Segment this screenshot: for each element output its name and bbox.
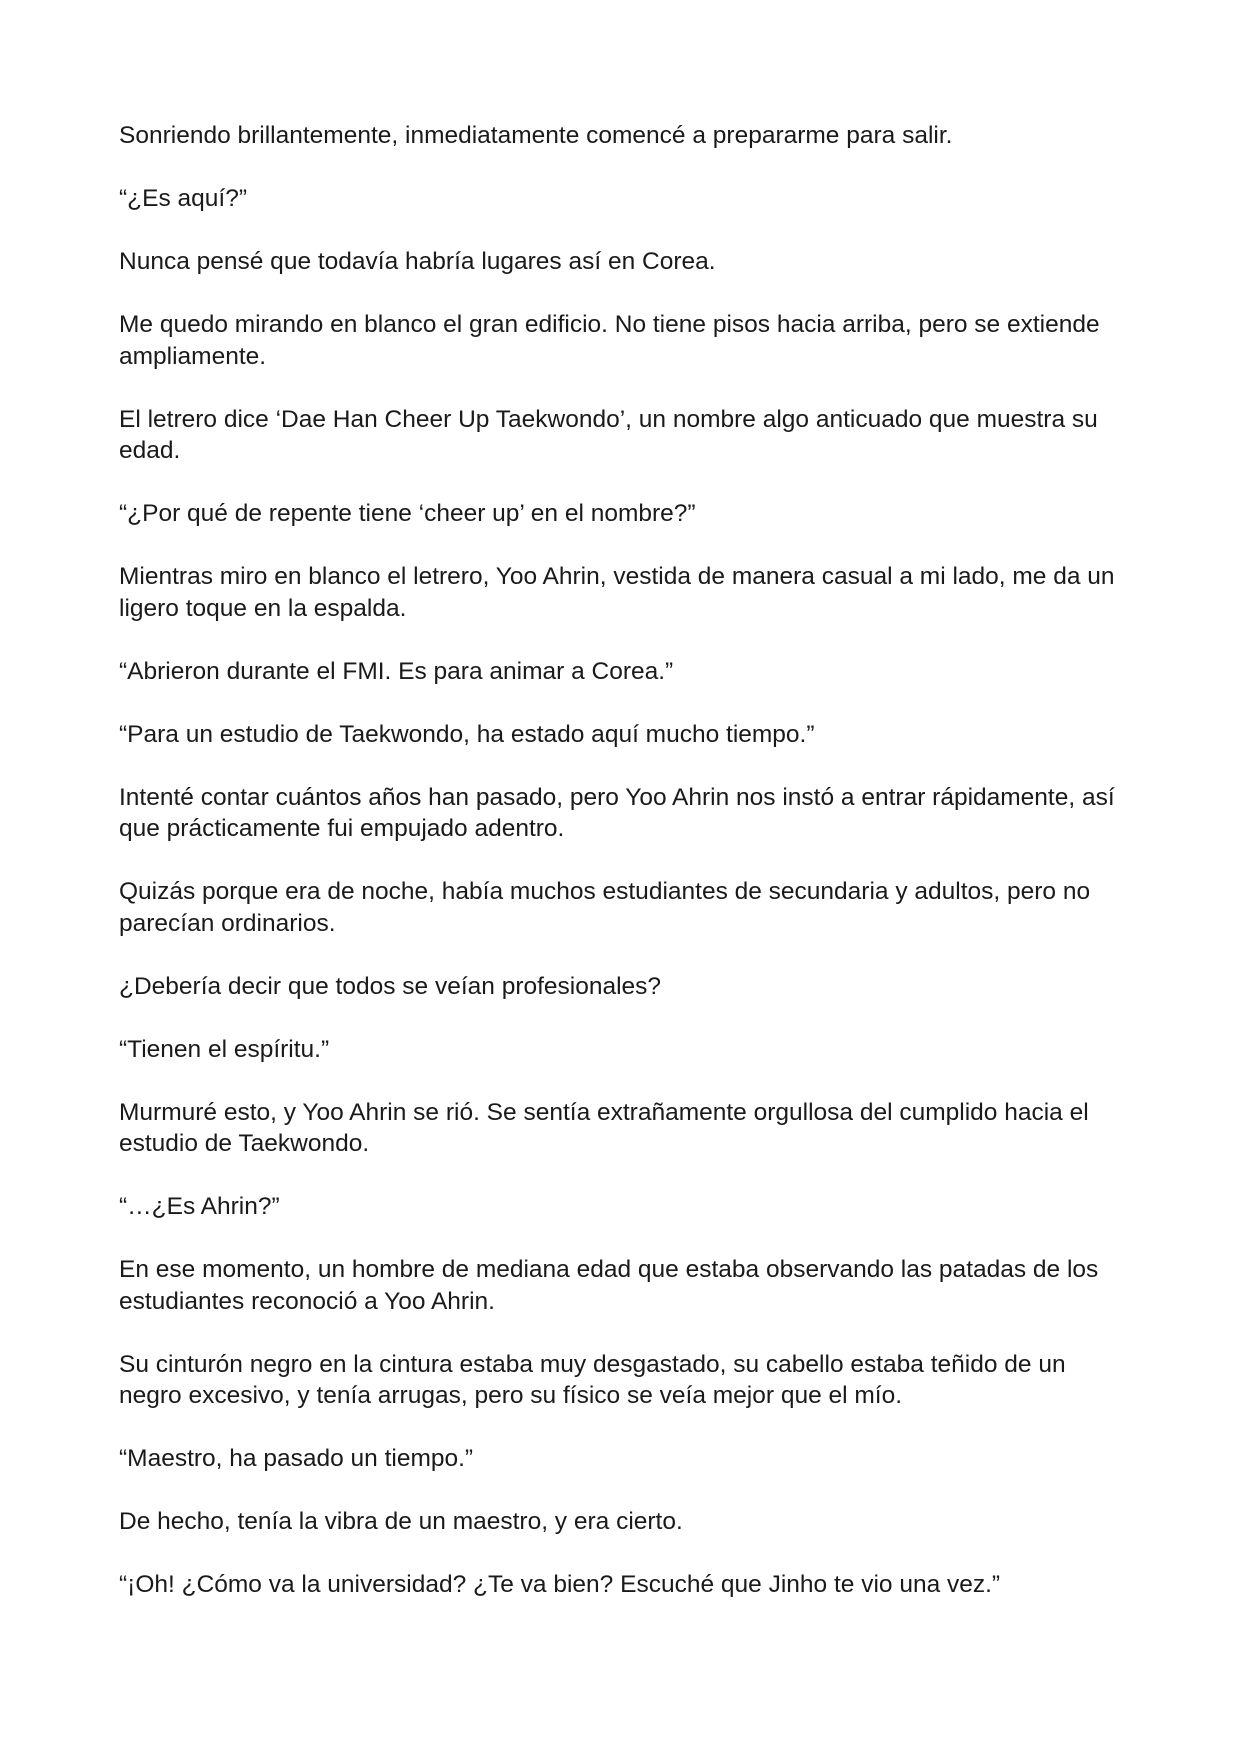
paragraph: El letrero dice ‘Dae Han Cheer Up Taekwondo’, un nombre algo anticuado que muestra su edad. — [119, 405, 1098, 464]
paragraph: Mientras miro en blanco el letrero, Yoo Ahrin, vestida de manera casual a mi lado, me da un ligero toque en la espalda. — [119, 563, 1115, 622]
paragraph: Su cinturón negro en la cintura estaba muy desgastado, su cabello estaba teñido de un negro excesivo, y tenía arrugas, pero su físico se veía mejor que el mío. — [119, 1350, 1066, 1409]
paragraph: Quizás porque era de noche, había muchos estudiantes de secundaria y adultos, pero no parecían ordinarios. — [119, 878, 1091, 937]
paragraph: Murmuré esto, y Yoo Ahrin se rió. Se sentía extrañamente orgullosa del cumplido hacia el estudio de Taekwondo. — [119, 1098, 1089, 1157]
document-body — [119, 120, 1129, 1632]
paragraph: ¿Debería decir que todos se veían profesionales? — [119, 972, 662, 1000]
paragraph: “Abrieron durante el FMI. Es para animar a Corea.” — [119, 657, 674, 685]
paragraph: “Tienen el espíritu.” — [119, 1035, 330, 1063]
paragraph: Intenté contar cuántos años han pasado, pero Yoo Ahrin nos instó a entrar rápidamente, así que prácticamente fui empujado adentro. — [119, 783, 1115, 842]
paragraph: “¿Es aquí?” — [119, 185, 247, 212]
paragraph: “¡Oh! ¿Cómo va la universidad? ¿Te va bien? Escuché que Jinho te vio una vez.” — [119, 1571, 1001, 1598]
paragraph: “…¿Es Ahrin?” — [119, 1193, 280, 1220]
paragraph: “Maestro, ha pasado un tiempo.” — [119, 1445, 474, 1472]
paragraph: “¿Por qué de repente tiene ‘cheer up’ en el nombre?” — [119, 500, 696, 527]
paragraph: Me quedo mirando en blanco el gran edificio. No tiene pisos hacia arriba, pero se extiende ampliamente. — [119, 311, 1100, 370]
paragraph: Nunca pensé que todavía habría lugares así en Corea. — [119, 248, 716, 275]
paragraph: En ese momento, un hombre de mediana edad que estaba observando las patadas de los estudiantes reconoció a Yoo Ahrin. — [119, 1256, 1099, 1315]
paragraph: De hecho, tenía la vibra de un maestro, y era cierto. — [119, 1508, 683, 1535]
paragraph: Sonriendo brillantemente, inmediatamente comencé a prepararme para salir. — [119, 122, 953, 149]
paragraph: “Para un estudio de Taekwondo, ha estado aquí mucho tiempo.” — [119, 720, 815, 748]
